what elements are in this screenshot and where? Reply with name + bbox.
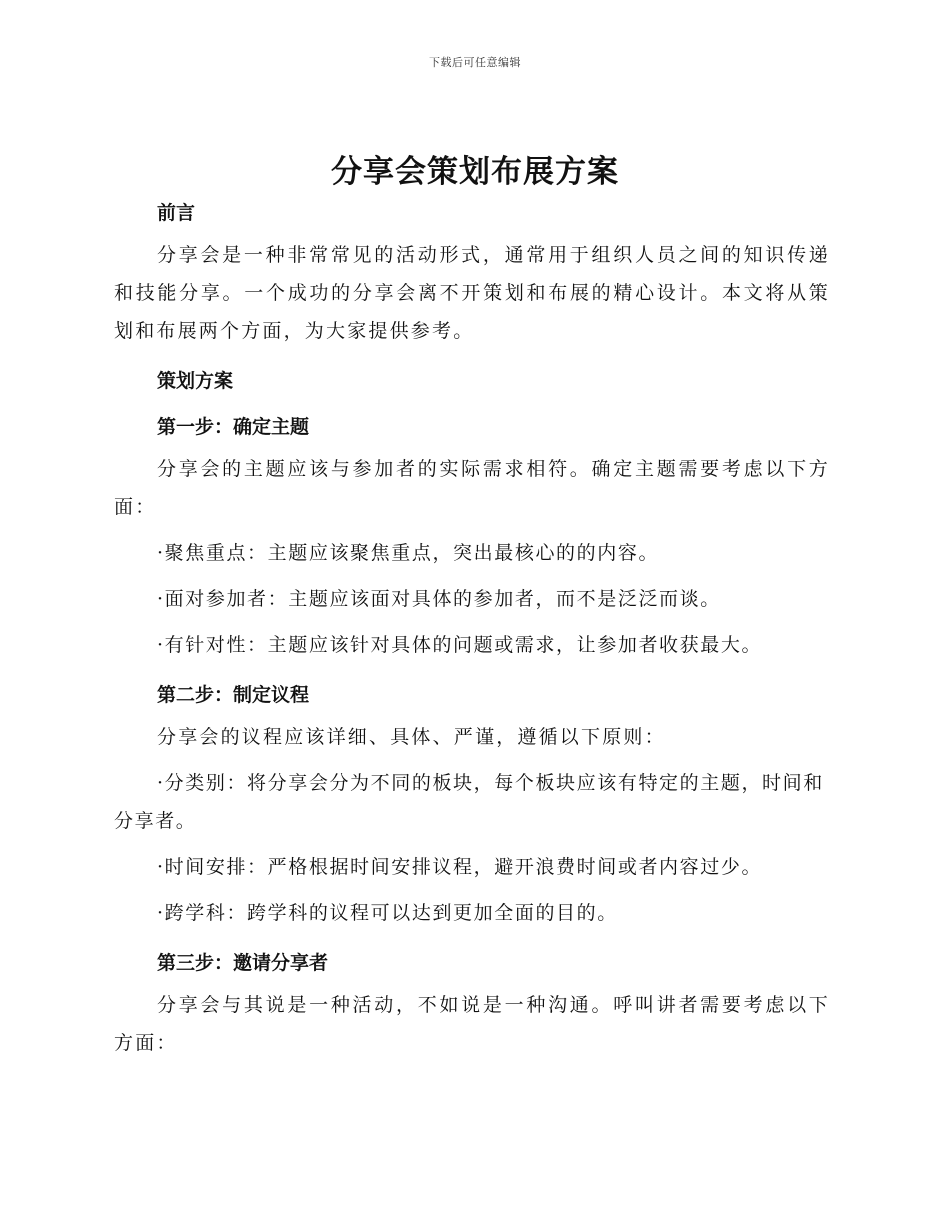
step2-bullet: ·分类别：将分享会分为不同的板块，每个板块应该有特定的主题，时间和分享者。 (114, 772, 824, 832)
step2-paragraph: 分享会的议程应该详细、具体、严谨，遵循以下原则： (157, 726, 666, 748)
header-note: 下载后可任意编辑 (429, 56, 521, 69)
step2-bullet: ·时间安排：严格根据时间安排议程，避开浪费时间或者内容过少。 (157, 856, 763, 878)
preface-paragraph: 分享会是一种非常常见的活动形式，通常用于组织人员之间的知识传递和技能分享。一个成功的分享会离不开策划和布展的精心设计。本文将从策划和布展两个方面，为大家提供参考。 (114, 244, 830, 342)
preface-heading: 前言 (157, 202, 196, 224)
step3-heading: 第三步：邀请分享者 (157, 952, 329, 974)
step3-paragraph: 分享会与其说是一种活动，不如说是一种沟通。呼叫讲者需要考虑以下方面： (114, 994, 830, 1054)
document-body (114, 190, 830, 1070)
step1-heading: 第一步：确定主题 (157, 416, 310, 438)
step1-bullet: ·有针对性：主题应该针对具体的问题或需求，让参加者收获最大。 (157, 634, 763, 656)
step1-bullet: ·面对参加者：主题应该面对具体的参加者，而不是泛泛而谈。 (157, 588, 721, 610)
step1-bullet: ·聚焦重点：主题应该聚焦重点，突出最核心的的内容。 (157, 542, 660, 564)
step2-bullet: ·跨学科：跨学科的议程可以达到更加全面的目的。 (157, 902, 618, 924)
step1-paragraph: 分享会的主题应该与参加者的实际需求相符。确定主题需要考虑以下方面： (114, 458, 830, 518)
plan-heading: 策划方案 (157, 370, 234, 392)
step2-heading: 第二步：制定议程 (157, 684, 310, 706)
document-title: 分享会策划布展方案 (331, 154, 619, 190)
